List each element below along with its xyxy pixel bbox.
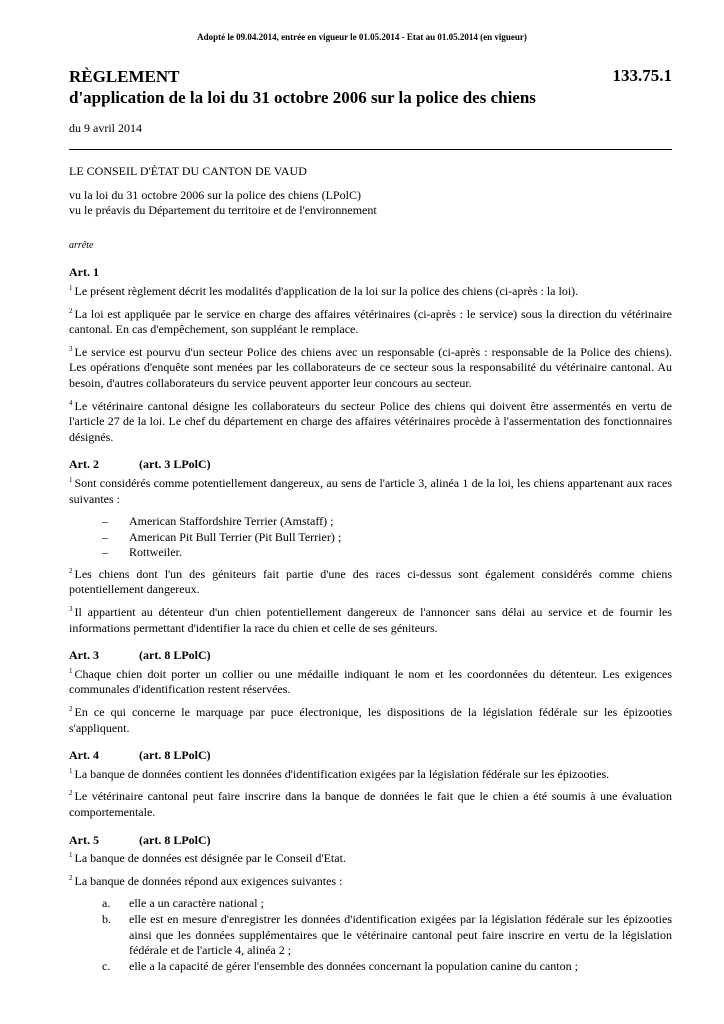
article-paragraph: $^2$ La loi est appliquée par le service en charge des affaires vétérinaires (ci-après : le service) sous la direction du vétérinaire cantonal. En cas d'empêchement, son suppléant le remplace. — [69, 306, 672, 337]
document-date: du 9 avril 2014 — [69, 121, 142, 135]
article-paragraph: $^2$ Le vétérinaire cantonal peut faire inscrire dans la banque de données le fait que le chien a été soumis à une évaluation comportementale. — [69, 789, 672, 819]
list-item: c. elle a la capacité de gérer l'ensemble des données concernant la population canine du canton ; — [102, 958, 578, 973]
article-heading: Art. 2 (art. 3 LPolC) — [69, 457, 211, 472]
article-paragraph: $^4$ Le vétérinaire cantonal désigne les collaborateurs du secteur Police des chiens qui doivent être assermentés en vertu de l'article 27 de la loi. Le chef du département en charge des affaires vétérinaires procède à l'assermentation des fonctionnaires désignés. — [69, 398, 672, 444]
authority: LE CONSEIL D'ÉTAT DU CANTON DE VAUD — [69, 164, 307, 178]
article-paragraph: $^2$ Les chiens dont l'un des géniteurs fait partie d'une des races ci-dessus sont également considérés comme chiens potentiellement dangereux. — [69, 566, 672, 597]
document-body — [69, 164, 672, 980]
title-block — [69, 66, 672, 108]
document-title: d'application de la loi du 31 octobre 2006 sur la police des chiens — [69, 88, 536, 107]
list-item: – American Staffordshire Terrier (Amstaff) ; — [102, 514, 334, 529]
article-heading: Art. 3 (art. 8 LPolC) — [69, 648, 211, 663]
list-item: a. elle a un caractère national ; — [102, 896, 264, 911]
arrete: arrête — [69, 239, 94, 251]
article-paragraph: $^2$ En ce qui concerne le marquage par puce électronique, les dispositions de la législation fédérale sur les épizooties s'appliquent. — [69, 705, 672, 735]
article-paragraph: $^1$ La banque de données contient les données d'identification exigées par la législation fédérale sur les épizooties. — [69, 766, 610, 781]
article-paragraph: $^1$ Sont considérés comme potentiellement dangereux, au sens de l'article 3, alinéa 1 de la loi, les chiens appartenant aux races suivantes : — [69, 475, 672, 506]
article-paragraph: $^2$ La banque de données répond aux exigences suivantes : — [69, 873, 343, 888]
list-item: – Rottweiler. — [102, 545, 182, 560]
article-paragraph: $^1$ La banque de données est désignée par le Conseil d'Etat. — [69, 851, 346, 866]
document-type: RÈGLEMENT — [69, 67, 180, 86]
article-paragraph: $^1$ Chaque chien doit porter un collier ou une médaille indiquant le nom et les coordonnées du détenteur. Les exigences communales d'identification restent réservées. — [69, 666, 672, 697]
requirements-list — [69, 896, 672, 974]
preamble-vu-2: vu le préavis du Département du territoire et de l'environnement — [69, 203, 377, 218]
article-paragraph: $^1$ Le présent règlement décrit les modalités d'application de la loi sur la police des chiens (ci-après : la loi). — [69, 283, 579, 298]
list-item: b. elle est en mesure d'enregistrer les données d'identification exigées par la législation fédérale sur les épizooties ainsi que les données supplémentaires que le vétérinaire cantonal peut faire inscrire en vertu de la législation fédérale et de l'article 4, alinéa 2 ; — [102, 911, 672, 958]
document-header: Adopté le 09.04.2014, entrée en vigueur le 01.05.2014 - Etat au 01.05.2014 (en vigueur) — [197, 32, 527, 42]
list-item: – American Pit Bull Terrier (Pit Bull Terrier) ; — [102, 529, 342, 544]
article-paragraph: $^3$ Il appartient au détenteur d'un chien potentiellement dangereux de l'annoncer sans délai au service et de fournir les informations permettant d'identifier la race du chien et celle de ses géniteurs. — [69, 605, 672, 635]
breed-list — [69, 514, 672, 561]
article-heading: Art. 4 (art. 8 LPolC) — [69, 748, 211, 763]
document-number: 133.75.1 — [612, 66, 672, 85]
preamble-vu-1: vu la loi du 31 octobre 2006 sur la police des chiens (LPolC) — [69, 187, 361, 202]
article-heading: Art. 1 — [69, 265, 99, 280]
article-heading: Art. 5 (art. 8 LPolC) — [69, 832, 211, 847]
title-divider — [69, 149, 672, 150]
article-paragraph: $^3$ Le service est pourvu d'un secteur Police des chiens avec un responsable (ci-après : responsable de la Police des chiens). Les opérations d'enquête sont menées par les collaborateurs de ce secteur sous la responsabilité du vétérinaire cantonal. Au besoin, d'autres collaborateurs du service peuvent apporter leur concours au secteur. — [69, 344, 672, 390]
